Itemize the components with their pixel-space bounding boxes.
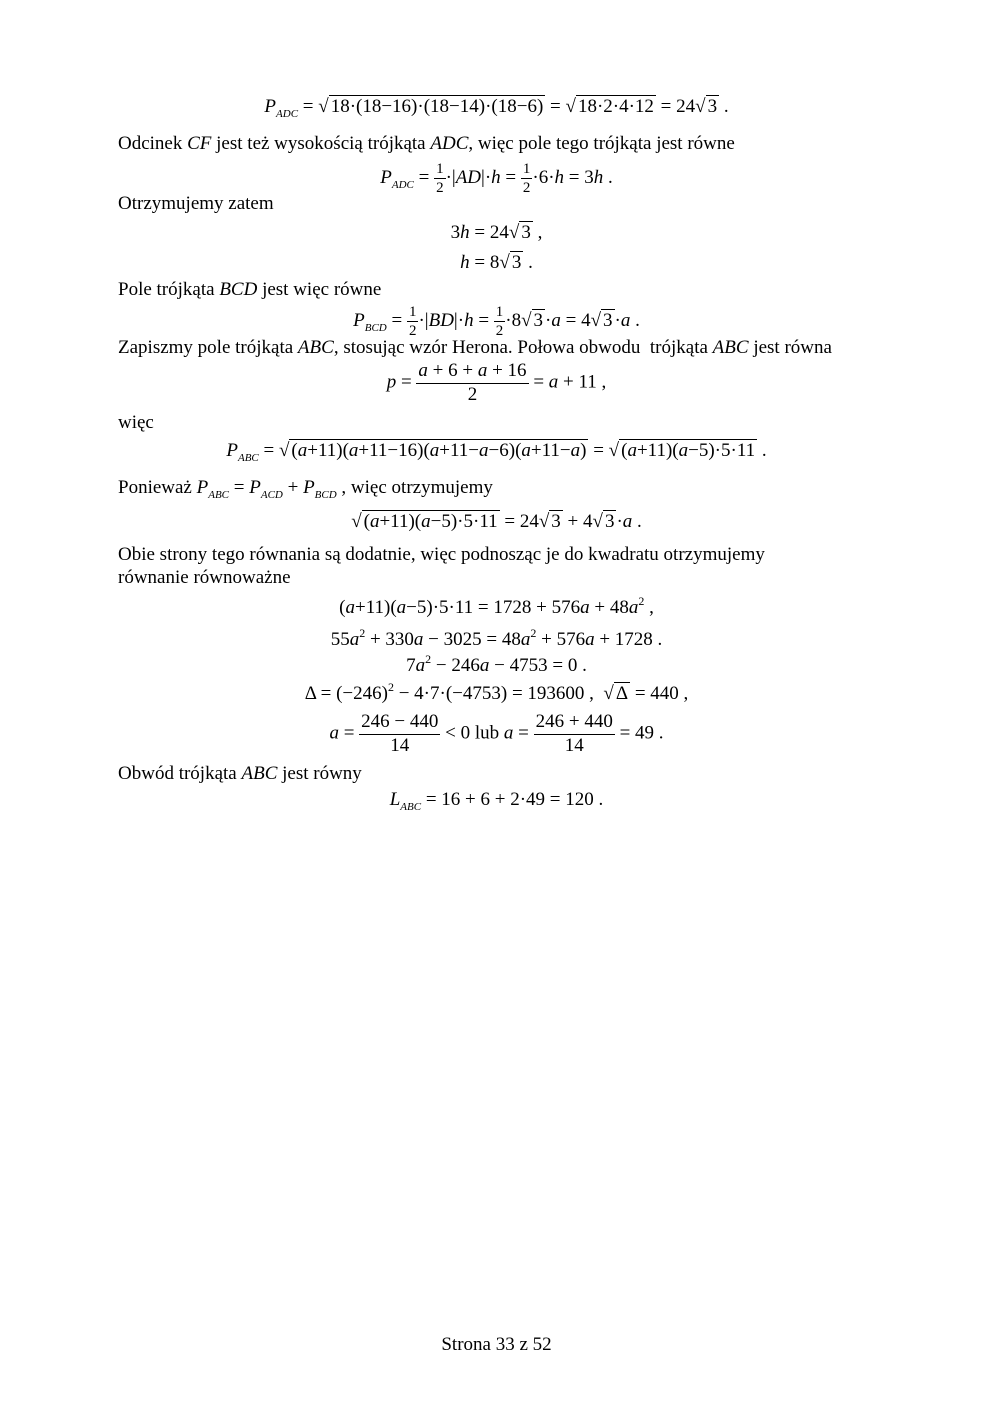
formula-p-adc-heron: $P_{ADC}$ = √ 18·(18−16)·(18−14)·(18−6) = √ 18·2·4·12 = 24√ 3 . (264, 96, 729, 120)
formula-3h: 3h = 24√ 3 , (450, 222, 543, 243)
formula-h: h = 8√ 3 . (460, 252, 533, 273)
paragraph-wiec: więc (118, 412, 154, 433)
paragraph-otrzymujemy: Otrzymujemy zatem (118, 193, 274, 214)
formula-p-bcd: $P_{BCD}$ = $\frac{1}{2}$ ·|BD|·h = $\frac{1}{2}$ ·8√ 3 ·a = 4√ 3 ·a . (353, 304, 640, 339)
formula-p-abc-heron: $P_{ABC}$ = √ (a+11)(a+11−16)(a+11−a−6)(a+11−a) = √ (a+11)(a−5)·5·11 . (226, 440, 767, 464)
paragraph-cf-height: Odcinek CF jest też wysokością trójkąta ADC, więc pole tego trójkąta jest równe (118, 133, 735, 154)
formula-p-adc-height: $P_{ADC}$ = $\frac{1}{2}$ ·|AD|·h = $\frac{1}{2}$ ·6·h = 3h . (380, 161, 613, 196)
page-number: Strona 33 z 52 (441, 1334, 552, 1355)
paragraph-obie-strony: Obie strony tego równania są dodatnie, więc podnosząc je do kwadratu otrzymujemy (118, 544, 765, 565)
formula-semiperimeter: p = $\frac{a + 6 + a + 16}{2}$ = a + 11 , (386, 360, 607, 405)
paragraph-heron: Zapiszmy pole trójkąta ABC, stosując wzór Herona. Połowa obwodu trójkąta ABC jest równa (118, 337, 832, 358)
paragraph-rownanie-rownowazne: równanie równoważne (118, 567, 291, 588)
formula-equation-a: √ (a+11)(a−5)·5·11 = 24√ 3 + 4√ 3 ·a . (351, 511, 642, 532)
formula-roots: a = $\frac{246 - 440}{14}$ < 0 lub a = $\frac{246 + 440}{14}$ = 49 . (329, 711, 664, 756)
paragraph-obwod: Obwód trójkąta ABC jest równy (118, 763, 362, 784)
formula-delta: $\Delta = (-246)^2 - 4\cdot 7\cdot(-4753) = 193600$ , √ Δ = 440 , (304, 680, 689, 704)
paragraph-pole-bcd: Pole trójkąta BCD jest więc równe (118, 279, 382, 300)
formula-quadratic: $7a^2 - 246a - 4753 = 0$ . (406, 652, 587, 676)
formula-perimeter: $L_{ABC} = 16 + 6 + 2\cdot 49 = 120$ . (389, 789, 604, 813)
formula-squared: $(a+11)(a-5)\cdot 5\cdot 11 = 1728 + 576a + 48a^2$ , (339, 594, 654, 618)
paragraph-poniewaz: Ponieważ $P_{ABC} = P_{ACD} + P_{BCD}$ , więc otrzymujemy (118, 477, 493, 501)
formula-expanded: $55a^2 + 330a - 3025 = 48a^2 + 576a + 1728$ . (330, 626, 663, 650)
